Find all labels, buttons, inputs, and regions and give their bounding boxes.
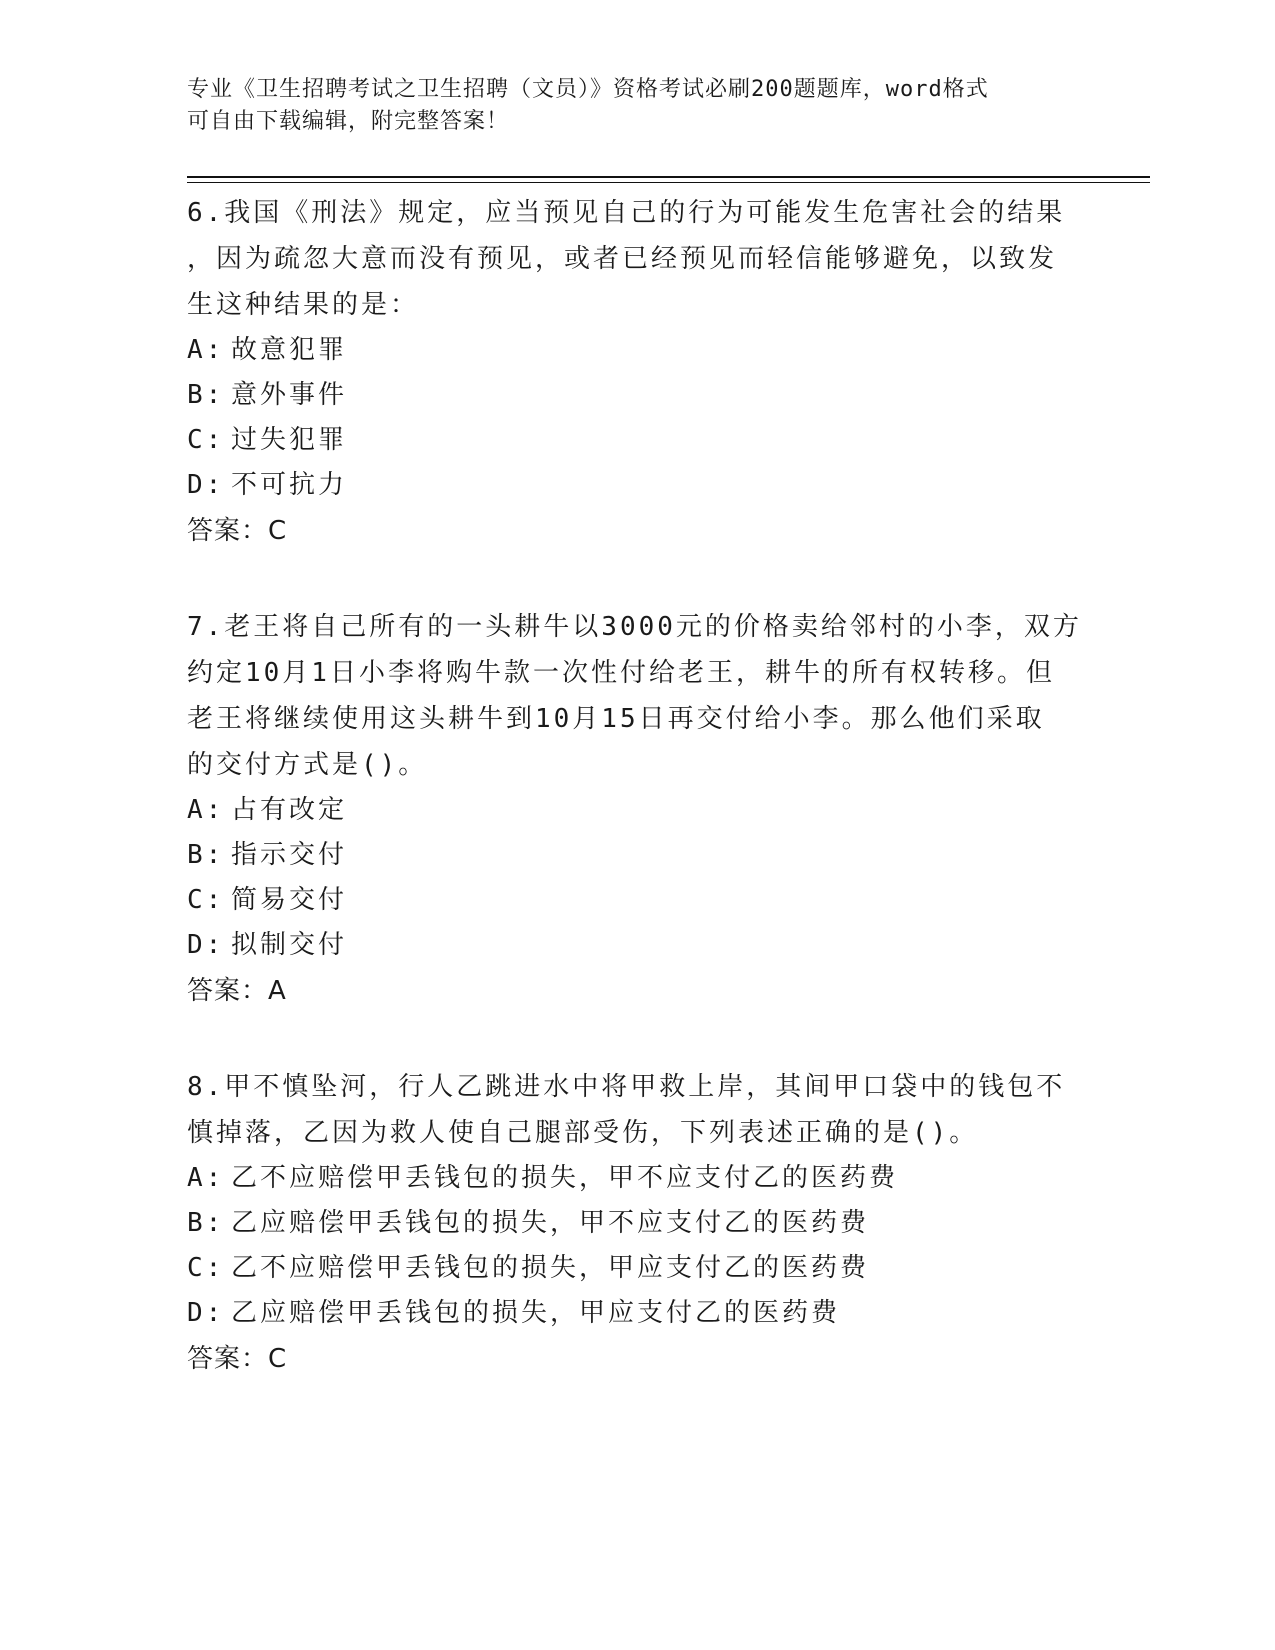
option-a [187,328,1087,373]
question-8 [187,1064,1087,1382]
question-7 [187,604,1087,1014]
option-c [187,1246,1087,1291]
option-b [187,1201,1087,1246]
question-stem [187,604,1087,788]
option-letter: A: [187,335,225,365]
stem-line: 慎掉落，乙因为救人使自己腿部受伤，下列表述正确的是()。 [187,1118,979,1148]
option-text: 不可抗力 [231,470,348,500]
option-letter: A: [187,1163,225,1193]
header-line-2: 可自由下载编辑，附完整答案！ [187,109,510,134]
stem-line: 老王将继续使用这头耕牛到10月15日再交付给小李。那么他们采取 [187,704,1045,734]
question-stem [187,190,1087,328]
question-6 [187,190,1087,554]
option-a [187,1156,1087,1201]
question-stem [187,1064,1087,1156]
option-letter: D: [187,470,225,500]
answer-line: 答案：C [187,1344,288,1374]
header-rule-thin [187,182,1150,183]
option-c [187,878,1087,923]
stem-line: 约定10月1日小李将购牛款一次性付给老王，耕牛的所有权转移。但 [187,658,1055,688]
option-text: 乙应赔偿甲丢钱包的损失，甲应支付乙的医药费 [231,1298,841,1328]
header-rule-thick [187,176,1150,178]
option-text: 意外事件 [231,380,348,410]
question-list [187,190,1087,1432]
option-text: 乙不应赔偿甲丢钱包的损失，甲不应支付乙的医药费 [231,1163,899,1193]
option-letter: C: [187,425,225,455]
option-letter: D: [187,930,225,960]
option-text: 故意犯罪 [231,335,348,365]
option-text: 乙不应赔偿甲丢钱包的损失，甲应支付乙的医药费 [231,1253,870,1283]
answer-line: 答案：C [187,516,288,546]
page-header [187,74,1067,138]
header-line-1: 专业《卫生招聘考试之卫生招聘（文员）》资格考试必刷200题题库，word格式 [187,77,989,102]
option-letter: C: [187,885,225,915]
option-text: 简易交付 [231,885,348,915]
stem-line: 生这种结果的是： [187,290,420,320]
option-letter: C: [187,1253,225,1283]
option-d [187,1291,1087,1336]
option-letter: B: [187,840,225,870]
answer-line: 答案：A [187,976,287,1006]
stem-line: 8.甲不慎坠河，行人乙跳进水中将甲救上岸，其间甲口袋中的钱包不 [187,1072,1066,1102]
option-b [187,373,1087,418]
option-text: 过失犯罪 [231,425,348,455]
option-d [187,923,1087,968]
option-d [187,463,1087,508]
stem-line: 的交付方式是()。 [187,750,428,780]
option-text: 乙应赔偿甲丢钱包的损失，甲不应支付乙的医药费 [231,1208,870,1238]
option-text: 占有改定 [231,795,348,825]
option-letter: D: [187,1298,225,1328]
option-letter: B: [187,1208,225,1238]
stem-line: ，因为疏忽大意而没有预见，或者已经预见而轻信能够避免，以致发 [187,244,1058,274]
stem-line: 6.我国《刑法》规定，应当预见自己的行为可能发生危害社会的结果 [187,198,1066,228]
option-letter: A: [187,795,225,825]
option-c [187,418,1087,463]
option-a [187,788,1087,833]
option-text: 拟制交付 [231,930,348,960]
stem-line: 7.老王将自己所有的一头耕牛以3000元的价格卖给邻村的小李，双方 [187,612,1082,642]
option-text: 指示交付 [231,840,348,870]
option-letter: B: [187,380,225,410]
option-b [187,833,1087,878]
